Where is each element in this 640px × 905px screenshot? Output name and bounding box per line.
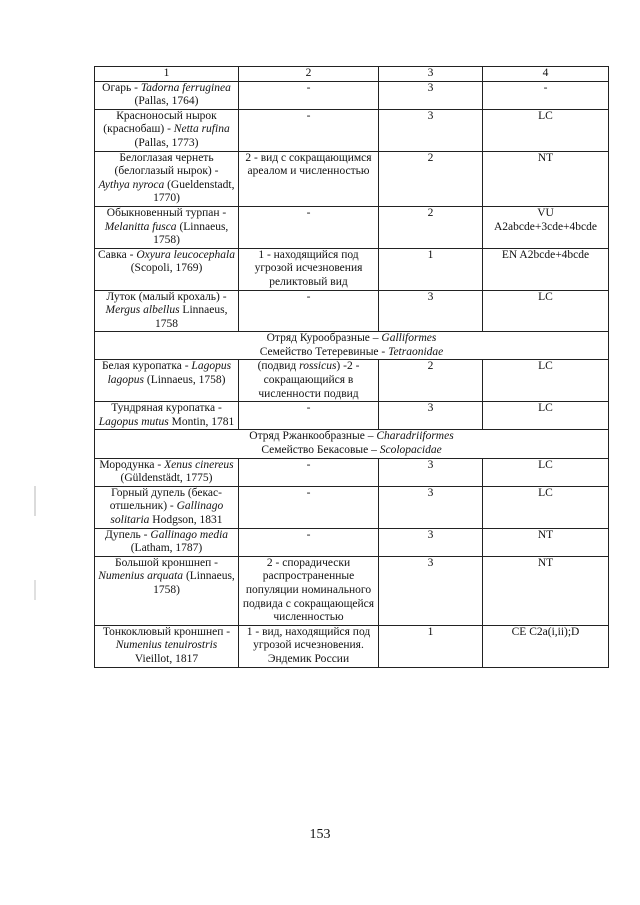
table-row: [95, 206, 609, 248]
iucn-status-cell: [483, 206, 609, 248]
species-name-cell: [95, 486, 239, 528]
status-description-cell: [239, 248, 379, 290]
cell-text: Белая куропатка -: [101, 360, 192, 373]
cell-text: LC: [538, 458, 553, 471]
latin-name-text: Numenius arquata: [98, 570, 184, 583]
category-cell: [379, 109, 483, 151]
column-number-2: 2: [239, 67, 379, 82]
page-number: 153: [309, 827, 331, 842]
cell-text: ) -2 - сокращающийся в численности подвид: [258, 360, 360, 400]
status-description-cell: [239, 528, 379, 556]
status-description-cell: [239, 290, 379, 332]
cell-text: Горный дупель (бекас-отшельник) -: [109, 486, 222, 513]
cell-text: 1: [427, 248, 434, 261]
cell-text: -: [543, 81, 548, 94]
cell-text: Montin, 1781: [168, 415, 235, 428]
cell-text: -: [306, 458, 311, 471]
species-name-cell: [95, 248, 239, 290]
taxonomy-heading-cell: [95, 332, 609, 360]
cell-text: (Linnaeus, 1758): [153, 220, 229, 247]
category-cell: [379, 625, 483, 667]
latin-name-text: Mergus albellus: [105, 304, 180, 317]
cell-text: LC: [538, 109, 553, 122]
order-heading: [98, 430, 605, 444]
cell-text: 3: [427, 458, 434, 471]
table-row: [95, 458, 609, 486]
cell-text: Мородунка -: [99, 458, 165, 471]
cell-text: NT: [537, 151, 554, 164]
iucn-status-cell: [483, 486, 609, 528]
species-name-cell: [95, 206, 239, 248]
cell-text: (Latham, 1787): [130, 542, 203, 555]
cell-text: 3: [427, 556, 434, 569]
cell-text: 2 - вид с сокращающимся ареалом и численностью: [245, 151, 372, 178]
species-name-cell: [95, 458, 239, 486]
table-row: [95, 625, 609, 667]
species-name-cell: [95, 556, 239, 625]
table-row: [95, 402, 609, 430]
table-row: [95, 360, 609, 402]
cell-text: Тундряная куропатка -: [111, 402, 222, 415]
cell-text: -: [306, 206, 311, 219]
cell-text: 2: [427, 360, 434, 373]
iucn-status-cell: [483, 290, 609, 332]
scan-artifact-mark: [34, 486, 36, 516]
cell-text: 2 - спорадически распространенные популяции номинального подвида с сокращающейся численностью: [242, 556, 375, 624]
table-row: [95, 556, 609, 625]
latin-name-text: rossicus: [299, 360, 337, 373]
iucn-status-cell: [483, 556, 609, 625]
cell-text: Семейство Бекасовые –: [261, 444, 380, 457]
latin-name-text: Lagopus mutus: [98, 415, 169, 428]
cell-text: -: [306, 81, 311, 94]
status-description-cell: [239, 458, 379, 486]
species-name-cell: [95, 151, 239, 206]
column-number-1: 1: [95, 67, 239, 82]
cell-text: Семейство Тетеревиные -: [259, 345, 389, 358]
status-description-cell: [239, 625, 379, 667]
cell-text: Огарь -: [102, 81, 141, 94]
cell-text: LC: [538, 360, 553, 373]
category-cell: [379, 81, 483, 109]
table-row: [95, 290, 609, 332]
iucn-status-cell: [483, 402, 609, 430]
category-cell: [379, 528, 483, 556]
species-name-cell: [95, 290, 239, 332]
cell-text: Большой кроншнеп -: [114, 556, 219, 569]
cell-text: (Linnaeus, 1758): [143, 374, 226, 387]
cell-text: 1: [427, 625, 434, 638]
category-cell: [379, 290, 483, 332]
species-name-cell: [95, 360, 239, 402]
latin-name-text: Oxyura leucocephala: [136, 248, 235, 261]
family-heading: [98, 346, 605, 360]
cell-text: (Linnaeus, 1758): [153, 570, 235, 596]
species-name-cell: [95, 402, 239, 430]
cell-text: (Pallas, 1773): [134, 136, 199, 149]
category-cell: [379, 458, 483, 486]
cell-text: Луток (малый крохаль) -: [106, 290, 227, 303]
cell-text: -: [306, 402, 311, 415]
column-number-3: 3: [379, 67, 483, 82]
species-name-cell: [95, 625, 239, 667]
cell-text: Савка -: [98, 248, 137, 261]
latin-name-text: Numenius tenuirostris: [115, 639, 218, 652]
cell-text: 2: [427, 151, 434, 164]
table-row: [95, 109, 609, 151]
cell-text: -: [306, 109, 311, 122]
taxonomy-section-row: [95, 430, 609, 458]
cell-text: LC: [538, 290, 553, 303]
latin-name-text: Galliformes: [381, 332, 437, 345]
status-description-cell: [239, 109, 379, 151]
iucn-status-cell: [483, 248, 609, 290]
cell-text: 1 - вид, находящийся под угрозой исчезновения. Эндемик России: [246, 625, 371, 665]
latin-name-text: Tetraonidae: [388, 345, 444, 358]
cell-text: Красноносый нырок (краснобаш) -: [103, 109, 217, 136]
taxonomy-heading-cell: [95, 430, 609, 458]
category-cell: [379, 206, 483, 248]
latin-name-text: Xenus cinereus: [164, 458, 234, 471]
species-table-body: [95, 67, 609, 668]
cell-text: Дупель -: [104, 528, 151, 541]
category-cell: [379, 486, 483, 528]
latin-name-text: Charadriiformes: [376, 430, 454, 443]
table-header-row: [95, 67, 609, 82]
status-description-cell: [239, 360, 379, 402]
status-description-cell: [239, 81, 379, 109]
family-heading: [98, 444, 605, 458]
iucn-status-cell: [483, 360, 609, 402]
cell-text: -: [306, 290, 311, 303]
column-number-4: 4: [483, 67, 609, 82]
cell-text: (Güldenstädt, 1775): [120, 472, 213, 485]
cell-text: (Gueldenstadt, 1770): [153, 178, 235, 205]
species-name-cell: [95, 109, 239, 151]
latin-name-text: Aythya nyroca: [98, 178, 165, 191]
latin-name-text: Gallinago solitaria: [110, 500, 224, 526]
category-cell: [379, 556, 483, 625]
status-description-cell: [239, 206, 379, 248]
latin-name-text: Lagopus lagopus: [107, 360, 232, 387]
iucn-status-cell: [483, 81, 609, 109]
cell-text: Vieillot, 1817: [134, 652, 199, 665]
status-description-cell: [239, 151, 379, 206]
cell-text: Отряд Курообразные –: [266, 332, 382, 345]
cell-text: -: [306, 528, 311, 541]
iucn-status-cell: [483, 109, 609, 151]
cell-text: LC: [538, 486, 553, 499]
cell-text: (Scopoli, 1769): [130, 262, 203, 275]
cell-text: NT: [537, 556, 554, 569]
category-cell: [379, 248, 483, 290]
table-row: [95, 248, 609, 290]
status-description-cell: [239, 556, 379, 625]
status-description-cell: [239, 402, 379, 430]
cell-text: 3: [427, 402, 434, 415]
table-row: [95, 151, 609, 206]
cell-text: 2: [427, 206, 434, 219]
cell-text: VU A2abcde+3cde+4bcde: [493, 206, 597, 233]
scan-artifact-mark: [34, 580, 36, 600]
category-cell: [379, 402, 483, 430]
category-cell: [379, 151, 483, 206]
cell-text: Отряд Ржанкообразные –: [249, 430, 377, 443]
cell-text: EN A2bcde+4bcde: [501, 248, 590, 261]
iucn-status-cell: [483, 151, 609, 206]
cell-text: NT: [537, 528, 554, 541]
species-table: [94, 66, 609, 668]
cell-text: Обыкновенный турпан -: [106, 206, 227, 219]
cell-text: 3: [427, 290, 434, 303]
table-row: [95, 486, 609, 528]
cell-text: LC: [538, 402, 553, 415]
cell-text: (Pallas, 1764): [134, 95, 199, 108]
cell-text: -: [306, 486, 311, 499]
latin-name-text: Gallinago media: [150, 528, 229, 541]
cell-text: Белоглазая чернеть (белоглазый нырок) -: [114, 151, 219, 178]
cell-text: 3: [427, 486, 434, 499]
cell-text: CE C2a(i,ii);D: [511, 625, 580, 638]
status-description-cell: [239, 486, 379, 528]
latin-name-text: Melanitta fusca: [104, 220, 177, 233]
iucn-status-cell: [483, 458, 609, 486]
latin-name-text: Netta rufina: [173, 123, 230, 136]
cell-text: 1 - находящийся под угрозой исчезновения реликтовый вид: [254, 248, 363, 288]
table-row: [95, 81, 609, 109]
cell-text: 3: [427, 81, 434, 94]
taxonomy-section-row: [95, 332, 609, 360]
cell-text: (подвид: [257, 360, 300, 373]
cell-text: Linnaeus, 1758: [155, 304, 228, 330]
species-name-cell: [95, 81, 239, 109]
latin-name-text: Tadorna ferruginea: [140, 81, 231, 94]
cell-text: 3: [427, 528, 434, 541]
order-heading: [98, 332, 605, 346]
cell-text: Тонкоклювый кроншнеп -: [102, 625, 231, 638]
table-row: [95, 528, 609, 556]
cell-text: 3: [427, 109, 434, 122]
iucn-status-cell: [483, 528, 609, 556]
iucn-status-cell: [483, 625, 609, 667]
species-name-cell: [95, 528, 239, 556]
category-cell: [379, 360, 483, 402]
latin-name-text: Scolopacidae: [379, 444, 442, 457]
cell-text: Hodgson, 1831: [149, 514, 223, 526]
